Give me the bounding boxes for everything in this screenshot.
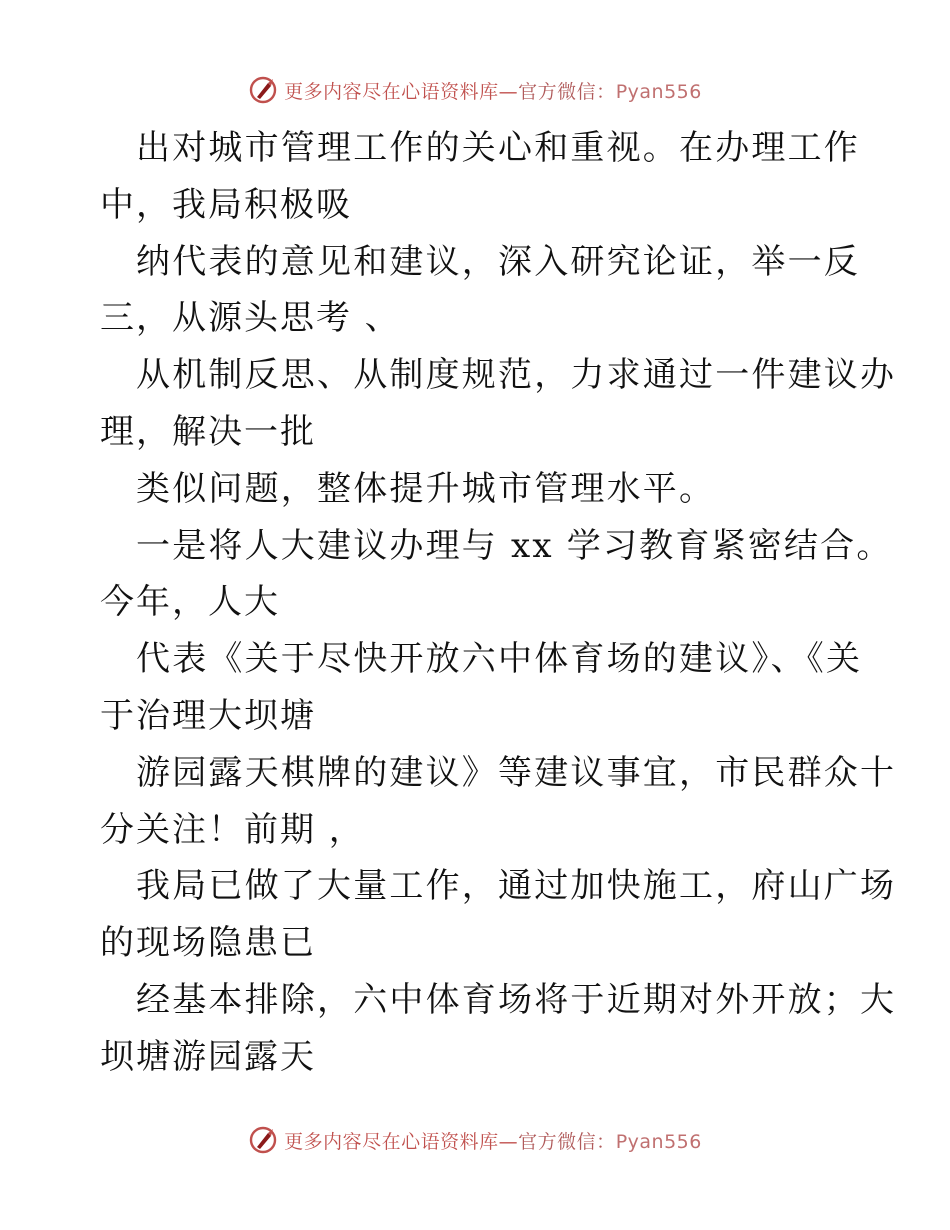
body-line: 一是将人大建议办理与 xx 学习教育紧密结合。 [136,525,893,566]
header-banner-slogan: 更多内容尽在心语资料库 [284,80,499,103]
quill-pen-logo-icon [248,75,278,105]
body-line: 三，从源头思考 、 [100,298,401,339]
body-line: 从机制反思、从制度规范，力求通过一件建议办 [136,355,897,396]
footer-banner-official-label: 官方微信： [518,1130,616,1153]
body-line: 的现场隐患已 [100,923,316,964]
body-line: 代表《关于尽快开放六中体育场的建议》、《关 [136,639,863,680]
body-line: 坝塘游园露天 [100,1036,316,1077]
body-line: 出对城市管理工作的关心和重视。在办理工作 [136,128,860,168]
body-line: 于治理大坝塘 [100,695,316,736]
body-line: 今年，人大 [100,582,280,623]
body-line: 中，我局积极吸 [100,184,352,225]
header-banner [0,70,950,110]
body-line: 理，解决一批 [100,411,316,452]
document-body [100,120,897,1086]
footer-banner-slogan: 更多内容尽在心语资料库 [284,1130,499,1153]
footer-banner-dash: — [498,1130,519,1153]
body-line: 游园露天棋牌的建议》等建议事宜，市民群众十 [136,752,897,793]
footer-banner [0,1120,950,1160]
body-line: 类似问题，整体提升城市管理水平。 [136,468,716,509]
body-line: 经基本排除，六中体育场将于近期对外开放；大 [136,979,897,1020]
header-banner-text [284,77,702,104]
footer-banner-text [284,1127,702,1154]
footer-banner-wechat-id: Pyan556 [615,1130,702,1153]
header-banner-wechat-id: Pyan556 [615,80,702,103]
header-banner-official-label: 官方微信： [518,80,616,103]
body-line: 纳代表的意见和建议，深入研究论证，举一反 [136,241,860,282]
body-line: 分关注！前期 ， [100,809,365,850]
quill-pen-logo-icon [248,1125,278,1155]
header-banner-dash: — [498,80,519,103]
body-line: 我局已做了大量工作，通过加快施工，府山广场 [136,866,897,907]
